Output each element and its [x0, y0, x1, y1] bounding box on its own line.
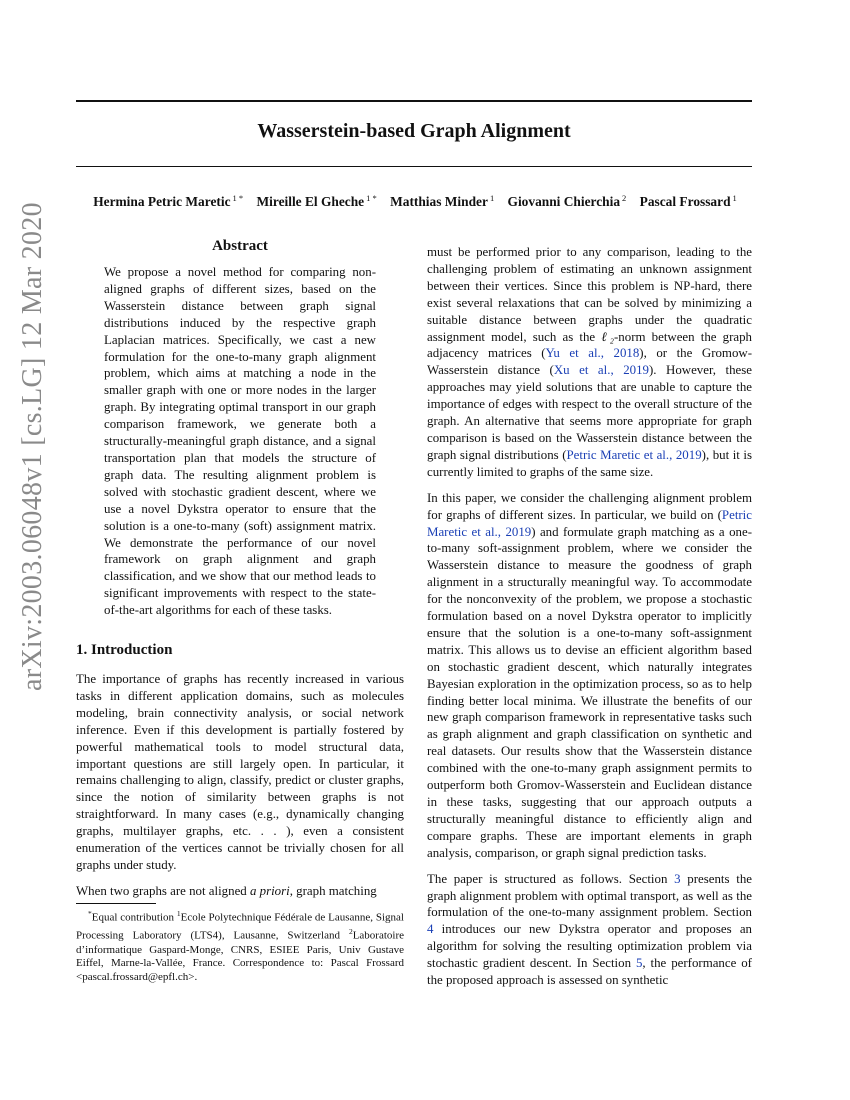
section-5-link[interactable]: 5 [635, 956, 643, 971]
author-1: Hermina Petric Maretic $^{1 *}$ [93, 193, 244, 209]
right-column-body [427, 244, 752, 989]
author-3: Matthias Minder $^1$ [390, 193, 495, 209]
section-4-link[interactable]: 4 [427, 922, 434, 937]
author-2: Mireille El Gheche $^{1 *}$ [256, 193, 377, 209]
abstract-text: We propose a novel method for comparing non-aligned graphs of different sizes, based on the Wasserstein distance between graph signal distributions induced by the respective graph Laplacian matrices. Specifically, we cast a new formulation for the one-to-many graph alignment problem, which aims at matching a node in the smaller graph with one or more nodes in the larger graph. By integrating optimal transport in our graph comparison framework, we generate both a structurally-meaningful graph distance, and a signal transportation plan that models the structure of graph data. The resulting alignment problem is solved with stochastic gradient descent, where we use a novel Dykstra operator to ensure that the solution is a one-to-many (soft) assignment matrix. We demonstrate the performance of our novel framework on graph alignment and graph classification, and we show that our method leads to significant improvements with respect to the state-of-the-art algorithms for each of these tasks. [104, 265, 376, 618]
l2-norm-symbol: ℓ₂ [601, 329, 615, 344]
intro-paragraph-1: The importance of graphs has recently increased in various tasks in different application domains, such as molecules modeling, brain connectivity analysis, or social network inference. Even if this development is partially fostered by powerful mathematical tools to model structural data, important questions are still largely open. In particular, it remains challenging to align, classify, predict or cluster graphs, since the notion of similarity between graphs is not straightforward. In many cases (e.g., dynamically changing graphs, multilayer graphs, etc. . . ), even a consistent enumeration of the vertices cannot be trivially chosen for all graphs under study. [76, 672, 404, 872]
right-paragraph-3: The paper is structured as follows. Section 3 presents the graph alignment problem with optimal transport, as well as the formulation of the one-to-many assignment problem. Section 4 introduces our new Dykstra operator and proposes an algorithm for solving the resulting optimization problem via stochastic gradient descent. In Section 5, the performance of the proposed approach is assessed on synthetic [427, 871, 752, 988]
section-3-link[interactable]: 3 [674, 871, 681, 886]
title-bottom-rule [76, 166, 752, 167]
author-5: Pascal Frossard $^1$ [639, 193, 737, 209]
author-list [60, 193, 770, 210]
introduction-body [76, 671, 404, 900]
introduction-heading: 1. Introduction [76, 642, 173, 658]
arxiv-stamp [17, 202, 48, 691]
citation-xu-2019[interactable]: Xu et al., 2019 [553, 363, 649, 378]
author-4: Giovanni Chierchia $^2$ [507, 193, 627, 209]
affiliation-footnote: *Equal contribution $^1$Ecole Polytechnique Fédérale de Lausanne, Signal Processing Laboratory (LTS4), Lausanne, Switzerland $^2$Laboratoire d’informatique Gaspard-Monge, CNRS, ESIEE Paris, Univ Gustave Eiffel, Marne-la-Vallée, France. Correspondence to: Pascal Frossard <pascal.frossard@epfl.ch>. [76, 909, 404, 983]
arxiv-stamp-text: arXiv:2003.06048v1 [cs.LG] 12 Mar 2020 [17, 202, 48, 691]
paper-title: Wasserstein-based Graph Alignment [257, 120, 571, 142]
footnote-rule [76, 903, 156, 904]
intro-paragraph-2: When two graphs are not aligned a priori, graph matching [76, 883, 377, 898]
right-paragraph-1: must be performed prior to any comparison, leading to the challenging problem of estimating an unknown assignment between their vertices. Since this problem is NP-hard, there exist several relaxations that can be solved by minimizing a suitable distance between graphs under the quadratic assignment model, such as the ℓ₂-norm between the graph adjacency matrices (Yu et al., 2018), or the Gromow-Wasserstein distance (Xu et al., 2019). However, these approaches may yield solutions that are unable to capture the importance of edges with respect to the overall structure of the graph. An alternative that seems more appropriate for graph comparison is based on the Wasserstein distance between the graph signal distributions (Petric Maretic et al., 2019), but it is currently limited to graphs of the same size. [427, 245, 753, 479]
abstract-heading: Abstract [212, 238, 268, 254]
right-paragraph-2: In this paper, we consider the challenging alignment problem for graphs of different sizes. In particular, we build on (Petric Maretic et al., 2019) and formulate graph matching as a one-to-many soft-assignment problem, where we consider the Wasserstein distance to measure the goodness of graph alignment in a structurally meaningful way. To accommodate for the nonconvexity of the problem, we propose a stochastic formulation based on a novel Dykstra operator to implicitly ensure that the solution is a one-to-many soft-assignment matrix. This allows us to devise an efficient algorithm based on stochastic gradient descent, which naturally integrates Bayesian exploration in the optimization process, so as to help finding better local minima. We illustrate the benefits of our new graph comparison framework in representative tasks such as graph alignment and graph classification on synthetic and real datasets. Our results show that the Wasserstein distance combined with the one-to-many graph assignment permits to outperform both Gromov-Wasserstein and Euclidean distance in these tasks, suggesting that our approach outputs a structurally meaningful distance to efficiently align and compare graphs. These are important elements in graph analysis, comparison, or graph signal prediction tasks. [427, 490, 752, 860]
title-top-rule [76, 100, 752, 102]
citation-petric-maretic-2019[interactable]: Petric Maretic et al., 2019 [566, 447, 702, 462]
citation-petric-maretic-2019-b[interactable]: Petric Maretic et al., 2019 [427, 507, 752, 539]
citation-yu-2018[interactable]: Yu et al., 2018 [545, 346, 640, 361]
